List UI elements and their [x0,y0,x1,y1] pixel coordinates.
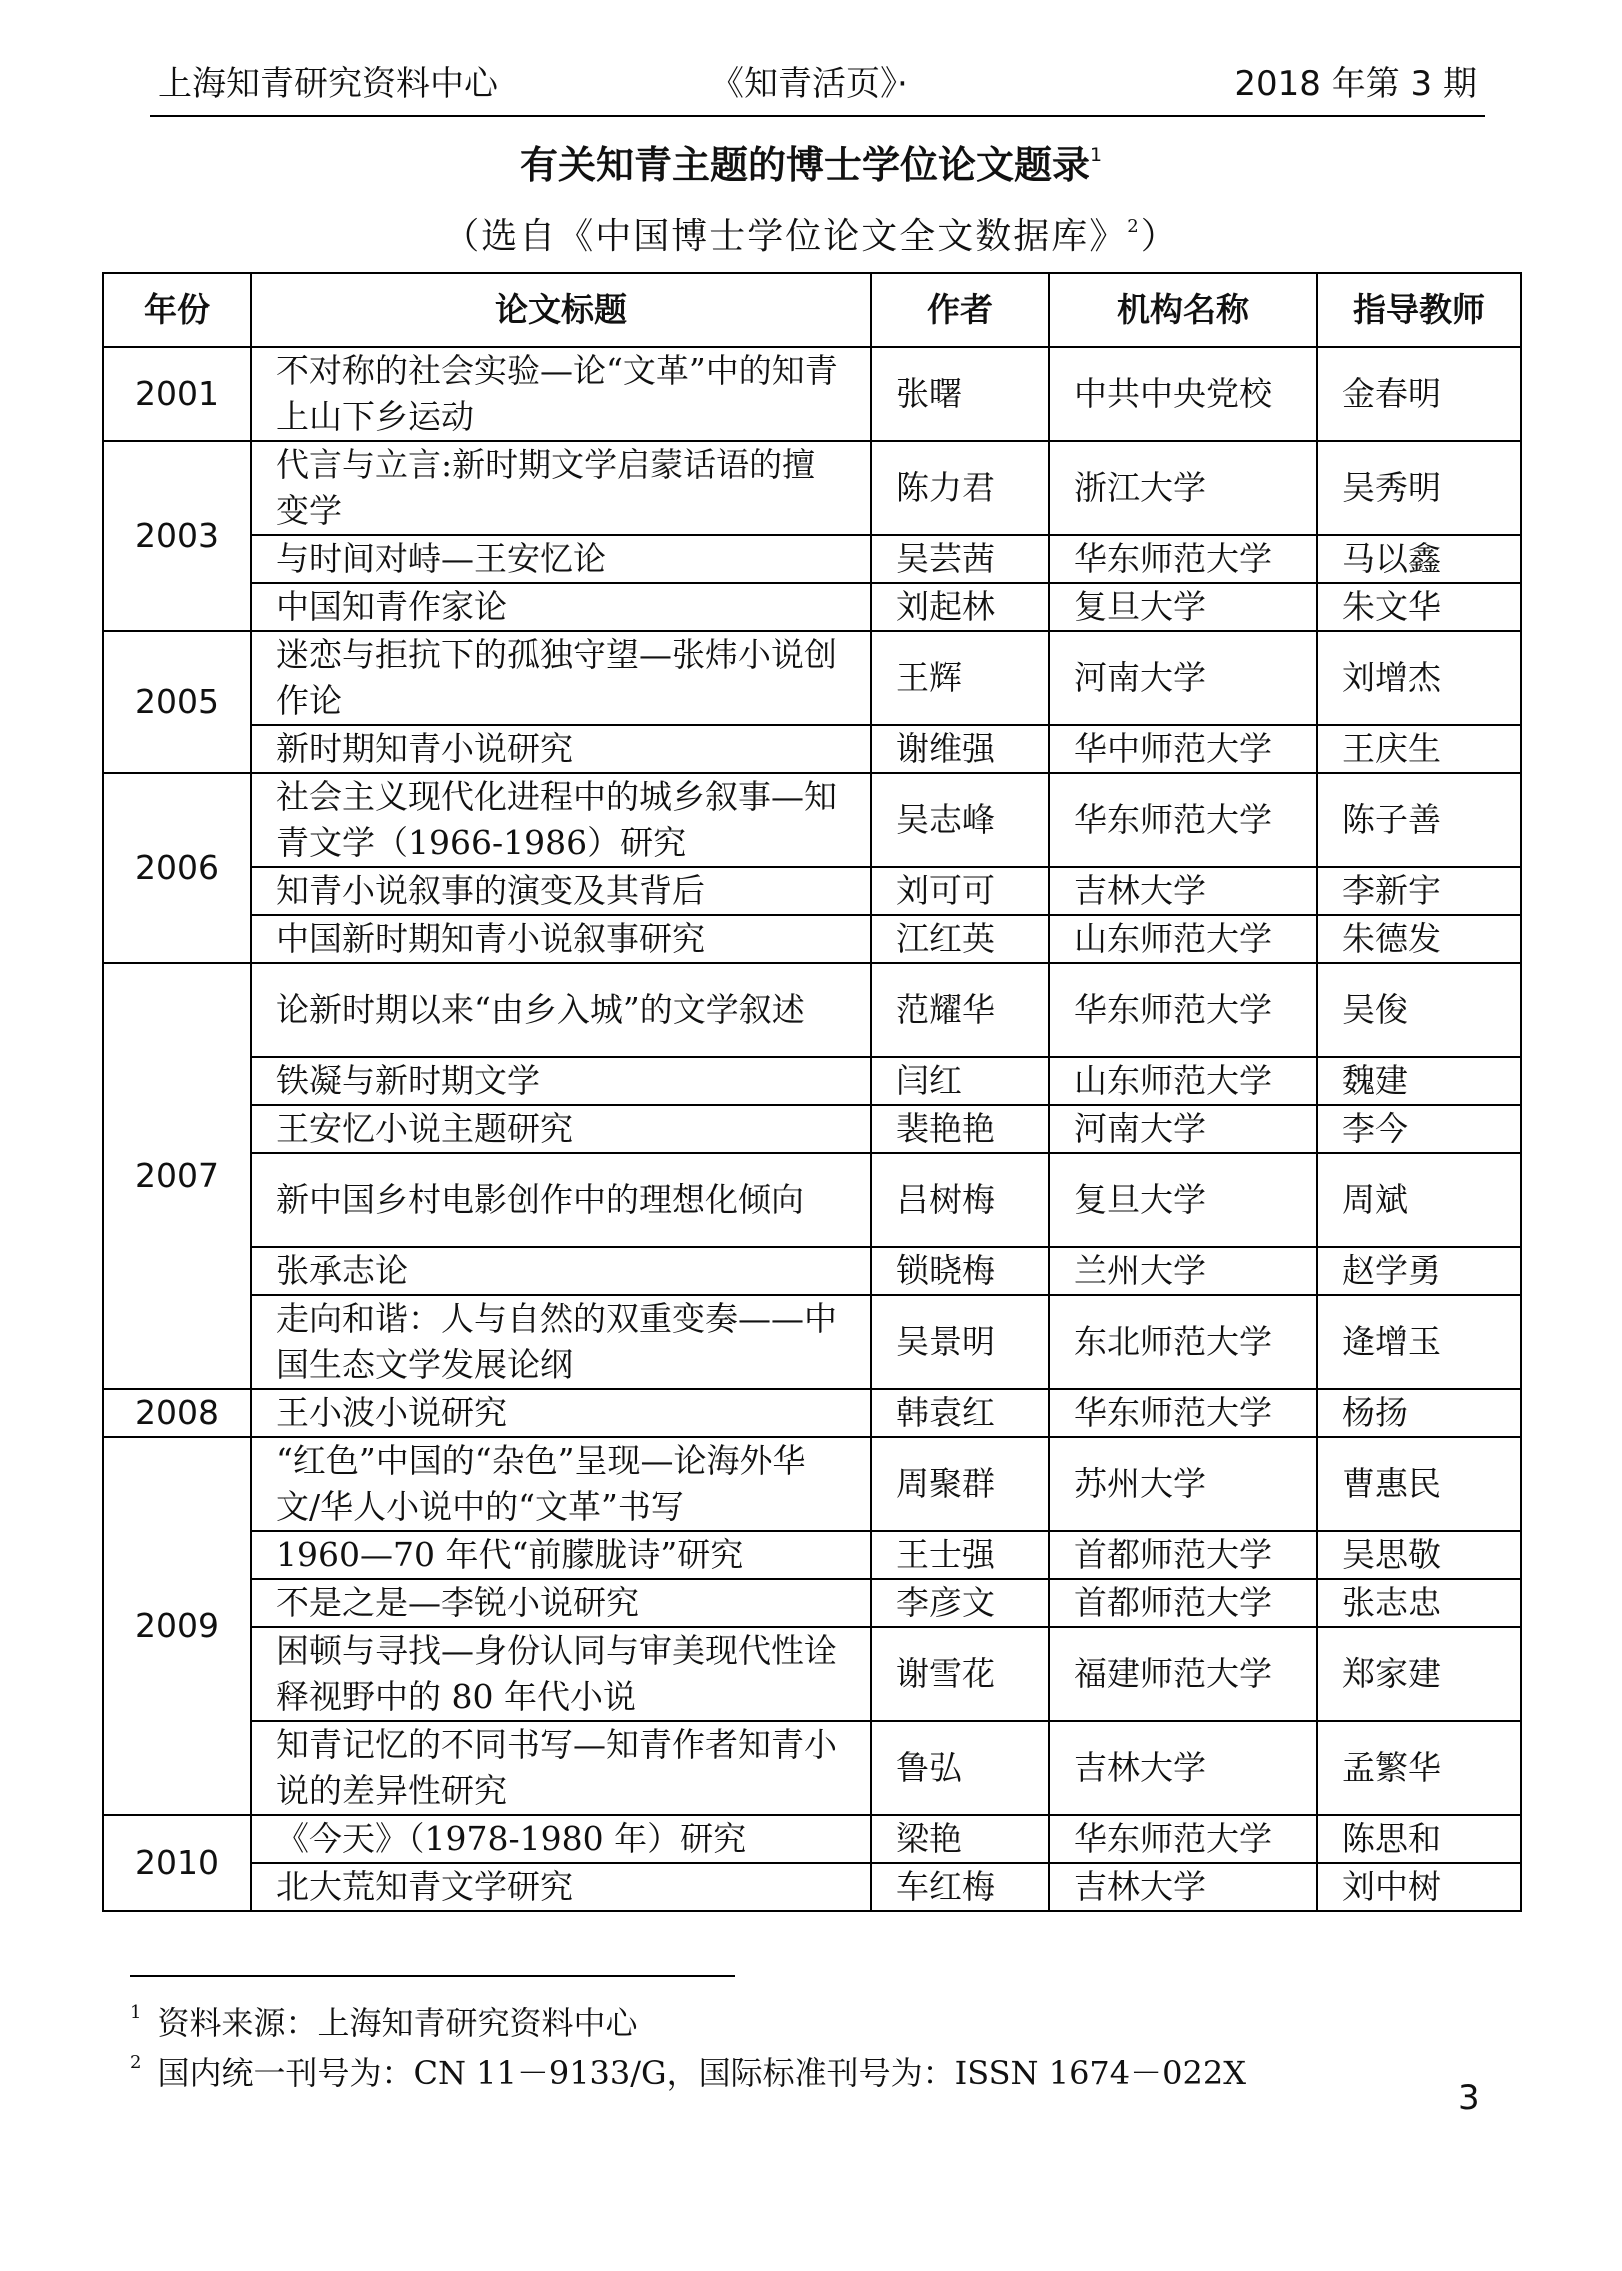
institution-cell: 首都师范大学 [1049,1579,1317,1627]
institution-cell: 华东师范大学 [1049,1815,1317,1863]
institution-cell: 河南大学 [1049,631,1317,725]
year-cell: 2010 [103,1815,251,1911]
table-row [103,1247,1521,1295]
footnote-1 [130,1998,637,2044]
header-year: 年份 [103,273,251,347]
advisor-cell: 王庆生 [1317,725,1521,773]
title-cell: 铁凝与新时期文学 [251,1057,871,1105]
year-cell: 2009 [103,1437,251,1815]
footnote-mark: 1 [130,2002,142,2023]
institution-cell: 浙江大学 [1049,441,1317,535]
institution-cell: 华东师范大学 [1049,535,1317,583]
advisor-cell: 朱文华 [1317,583,1521,631]
table-row [103,583,1521,631]
table-row [103,867,1521,915]
year-cell: 2001 [103,347,251,441]
author-cell: 谢雪花 [871,1627,1049,1721]
title-cell: 不是之是—李锐小说研究 [251,1579,871,1627]
institution-cell: 华中师范大学 [1049,725,1317,773]
header-organization: 上海知青研究资料中心 [158,64,498,104]
advisor-cell: 陈子善 [1317,773,1521,867]
institution-cell: 复旦大学 [1049,1153,1317,1247]
institution-cell: 华东师范大学 [1049,773,1317,867]
title-cell: 论新时期以来“由乡入城”的文学叙述 [251,963,871,1057]
title-cell: 社会主义现代化进程中的城乡叙事—知青文学（1966-1986）研究 [251,773,871,867]
footnote-divider [130,1975,735,1977]
table-row [103,1105,1521,1153]
advisor-cell: 李新宇 [1317,867,1521,915]
title-cell: 迷恋与拒抗下的孤独守望—张炜小说创作论 [251,631,871,725]
header-author: 作者 [871,273,1049,347]
institution-cell: 首都师范大学 [1049,1531,1317,1579]
title-footnote-mark[interactable]: 1 [1089,143,1103,166]
author-cell: 车红梅 [871,1863,1049,1911]
page-header [150,52,1485,112]
title-cell: 代言与立言:新时期文学启蒙话语的擅变学 [251,441,871,535]
advisor-cell: 朱德发 [1317,915,1521,963]
advisor-cell: 吴俊 [1317,963,1521,1057]
footnote-text: 国内统一刊号为：CN 11－9133/G，国际标准刊号为：ISSN 1674－022X [157,2054,1247,2092]
header-divider [150,115,1485,117]
author-cell: 裴艳艳 [871,1105,1049,1153]
title-cell: 新中国乡村电影创作中的理想化倾向 [251,1153,871,1247]
author-cell: 吴芸茜 [871,535,1049,583]
table-row [103,1863,1521,1911]
advisor-cell: 刘增杰 [1317,631,1521,725]
institution-cell: 吉林大学 [1049,1721,1317,1815]
advisor-cell: 郑家建 [1317,1627,1521,1721]
header-issue: 2018 年第 3 期 [1234,64,1477,104]
institution-cell: 复旦大学 [1049,583,1317,631]
advisor-cell: 马以鑫 [1317,535,1521,583]
advisor-cell: 吴思敬 [1317,1531,1521,1579]
header-advisor: 指导教师 [1317,273,1521,347]
advisor-cell: 吴秀明 [1317,441,1521,535]
institution-cell: 河南大学 [1049,1105,1317,1153]
table-row [103,725,1521,773]
author-cell: 范耀华 [871,963,1049,1057]
title-cell: 《今天》（1978-1980 年）研究 [251,1815,871,1863]
advisor-cell: 逄增玉 [1317,1295,1521,1389]
dissertation-table [102,272,1522,1912]
title-cell: 王安忆小说主题研究 [251,1105,871,1153]
title-cell: “红色”中国的“杂色”呈现—论海外华文/华人小说中的“文革”书写 [251,1437,871,1531]
table-row [103,1153,1521,1247]
table-row [103,1389,1521,1437]
title-cell: 走向和谐：人与自然的双重变奏——中国生态文学发展论纲 [251,1295,871,1389]
institution-cell: 苏州大学 [1049,1437,1317,1531]
advisor-cell: 李今 [1317,1105,1521,1153]
table-row [103,1579,1521,1627]
title-cell: 中国知青作家论 [251,583,871,631]
header-institution: 机构名称 [1049,273,1317,347]
page-title-text: 有关知青主题的博士学位论文题录 [519,143,1090,187]
author-cell: 王辉 [871,631,1049,725]
subtitle-footnote-mark[interactable]: 2 [1127,215,1141,237]
author-cell: 谢维强 [871,725,1049,773]
author-cell: 王士强 [871,1531,1049,1579]
year-cell: 2007 [103,963,251,1389]
table-row [103,963,1521,1057]
title-cell: 不对称的社会实验—论“文革”中的知青上山下乡运动 [251,347,871,441]
author-cell: 陈力君 [871,441,1049,535]
table-row [103,631,1521,725]
header-title: 论文标题 [251,273,871,347]
title-cell: 北大荒知青文学研究 [251,1863,871,1911]
institution-cell: 山东师范大学 [1049,1057,1317,1105]
subtitle-close: ） [1140,216,1179,257]
page-number: 3 [1458,2078,1480,2118]
advisor-cell: 赵学勇 [1317,1247,1521,1295]
page-title [0,134,1622,189]
title-cell: 与时间对峙—王安忆论 [251,535,871,583]
title-cell: 新时期知青小说研究 [251,725,871,773]
year-cell: 2006 [103,773,251,963]
table-row [103,535,1521,583]
table-row [103,1721,1521,1815]
table-row [103,1437,1521,1531]
author-cell: 张曙 [871,347,1049,441]
author-cell: 江红英 [871,915,1049,963]
title-cell: 张承志论 [251,1247,871,1295]
institution-cell: 中共中央党校 [1049,347,1317,441]
table-row [103,347,1521,441]
year-cell: 2003 [103,441,251,631]
institution-cell: 福建师范大学 [1049,1627,1317,1721]
author-cell: 梁艳 [871,1815,1049,1863]
title-cell: 知青记忆的不同书写—知青作者知青小说的差异性研究 [251,1721,871,1815]
author-cell: 吴志峰 [871,773,1049,867]
page-subtitle [0,208,1622,259]
table-row [103,1057,1521,1105]
title-cell: 中国新时期知青小说叙事研究 [251,915,871,963]
advisor-cell: 杨扬 [1317,1389,1521,1437]
advisor-cell: 魏建 [1317,1057,1521,1105]
title-cell: 知青小说叙事的演变及其背后 [251,867,871,915]
title-cell: 王小波小说研究 [251,1389,871,1437]
institution-cell: 华东师范大学 [1049,1389,1317,1437]
year-cell: 2005 [103,631,251,773]
author-cell: 韩袁红 [871,1389,1049,1437]
author-cell: 李彦文 [871,1579,1049,1627]
title-cell: 困顿与寻找—身份认同与审美现代性诠释视野中的 80 年代小说 [251,1627,871,1721]
footnote-2 [130,2048,1246,2094]
table-row [103,1531,1521,1579]
author-cell: 锁晓梅 [871,1247,1049,1295]
author-cell: 鲁弘 [871,1721,1049,1815]
table-header-row [103,273,1521,347]
footnote-text: 资料来源：上海知青研究资料中心 [157,2004,638,2042]
advisor-cell: 金春明 [1317,347,1521,441]
title-cell: 1960—70 年代“前朦胧诗”研究 [251,1531,871,1579]
table-row [103,773,1521,867]
author-cell: 周聚群 [871,1437,1049,1531]
subtitle-text: （选自《中国博士学位论文全文数据库》 [443,216,1128,257]
institution-cell: 吉林大学 [1049,867,1317,915]
institution-cell: 兰州大学 [1049,1247,1317,1295]
institution-cell: 山东师范大学 [1049,915,1317,963]
advisor-cell: 孟繁华 [1317,1721,1521,1815]
advisor-cell: 曹惠民 [1317,1437,1521,1531]
table-row [103,441,1521,535]
table-row [103,915,1521,963]
advisor-cell: 张志忠 [1317,1579,1521,1627]
footnote-mark: 2 [130,2052,142,2073]
advisor-cell: 周斌 [1317,1153,1521,1247]
institution-cell: 吉林大学 [1049,1863,1317,1911]
table-row [103,1815,1521,1863]
year-cell: 2008 [103,1389,251,1437]
advisor-cell: 刘中树 [1317,1863,1521,1911]
author-cell: 吴景明 [871,1295,1049,1389]
table-row [103,1295,1521,1389]
table-row [103,1627,1521,1721]
institution-cell: 华东师范大学 [1049,963,1317,1057]
institution-cell: 东北师范大学 [1049,1295,1317,1389]
author-cell: 闫红 [871,1057,1049,1105]
advisor-cell: 陈思和 [1317,1815,1521,1863]
author-cell: 刘起林 [871,583,1049,631]
author-cell: 刘可可 [871,867,1049,915]
header-publication: 《知青活页》· [710,64,908,104]
author-cell: 吕树梅 [871,1153,1049,1247]
